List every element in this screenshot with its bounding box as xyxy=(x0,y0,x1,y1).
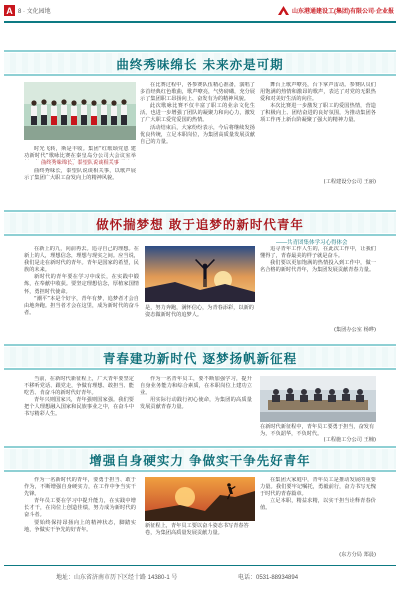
section1-middle-column xyxy=(140,82,255,185)
team-meeting-photo xyxy=(260,376,376,422)
section3-middle-column xyxy=(140,376,252,432)
paragraph: 舞台上歌声嘹亮，台下掌声雷动。参赛队员们用饱满的热情和激昂的歌声，表达了对党的无限热爱和对美好生活的向往。 xyxy=(260,82,376,103)
paragraph: 当前，在新时代新征程上，广大青年要坚定不移听党话、跟党走，争做有理想、敢担当、能吃苦、肯奋斗的新时代好青年。 xyxy=(24,376,134,397)
section2-banner xyxy=(4,210,396,236)
section3-left-column xyxy=(24,376,134,432)
section4-banner xyxy=(4,446,396,472)
section2-photo-caption: 是，努力奔跑，满怀信心，为青春添彩，以新的姿态做新时代的追梦人。 xyxy=(145,305,254,318)
section4-photo-caption: 新征程上，青年员工要以奋斗姿态书写青春答卷，为集团高质量发展贡献力量。 xyxy=(145,523,249,536)
paragraph: 新时代的青年要在学习中成长，在实践中锻炼，在奉献中收获。要坚定理想信念，厚植家国情怀，勇担时代使命。 xyxy=(24,274,139,295)
paragraph: 作为一名新时代的青年，要勇于担当、敢于作为，不断增强自身硬实力，在工作中争当实干先锋。 xyxy=(24,477,136,498)
section-tag xyxy=(4,5,51,16)
paragraph: 在新上的九，向前再去。追寻自己的理想。在新上的人，理想信念，理想与现实之间。应当说，我们是走在新时代的青年。青年是国家的希望，民族的未来。 xyxy=(24,246,139,274)
paragraph: 此次歌咏比赛不仅丰富了职工的业余文化生活，也进一步增强了团队的凝聚力和向心力，激发了广大职工爱党爱国的热情。 xyxy=(140,103,255,124)
paragraph: 活动结束后，大家纷纷表示，今后将继续发扬优良传统，立足本职岗位，为集团高质量发展贡献自己的力量。 xyxy=(140,124,255,145)
footer-address: 地址：山东省济南市历下区经十路 14380-1 号 xyxy=(56,575,178,581)
paper-masthead xyxy=(278,6,394,15)
page-footer xyxy=(0,569,400,583)
paragraph: 立足本职，精益求精，以实干担当诠释青春价值。 xyxy=(260,498,376,512)
section3-photo-caption: 在新时代新征程中，青年员工要勇于担当，奋发有为，不负韶华，不负时代。 xyxy=(260,424,375,437)
section-name: 8 · 文化园地 xyxy=(18,9,51,15)
sunset-silhouette-photo xyxy=(145,246,255,302)
footer-divider xyxy=(4,565,396,566)
header-divider xyxy=(4,21,396,23)
paragraph: 用实际行动践行初心使命，为集团的高质量发展贡献青春力量。 xyxy=(140,397,252,411)
section4-credit: (东方分局 郑晨) xyxy=(339,552,376,558)
section2-title: 做怀揣梦想 敢于追梦的新时代青年 xyxy=(96,217,304,232)
section1-left-column xyxy=(24,146,136,160)
paragraph: 作为一名青年员工，要不断加强学习，提升自身业务能力和综合素质，在本职岗位上建功立业。 xyxy=(140,376,252,397)
paragraph: 我们要以更加饱满的热情投入到工作中，做一名合格的新时代青年，为集团发展贡献青春力量。 xyxy=(260,260,376,274)
page-letter-badge: A xyxy=(4,5,15,16)
paragraph: 本次比赛进一步激发了职工的爱国热情，营造了积极向上、团结奋进的良好氛围，为推动集团各项工作再上新台阶凝聚了强大的精神力量。 xyxy=(260,103,376,124)
section1-photo-caption: 曲终秀味绵长，泰望队说谈相关事 xyxy=(41,160,119,166)
section1-title: 曲终秀味绵长 未来亦是可期 xyxy=(116,57,284,72)
section3-banner xyxy=(4,344,396,370)
section4-left-column xyxy=(24,477,136,559)
section2-left-column xyxy=(24,246,139,326)
paragraph: 要始终保持昂扬向上的精神状态，脚踏实地，争做实干争先的好青年。 xyxy=(24,519,136,533)
section1-right-column xyxy=(260,82,376,177)
paragraph: 在比赛过程中，各参赛队伍精心准备，演唱了多首经典红色歌曲，歌声嘹亮，气势磅礴，充分展示了集团职工昂扬向上、奋发有为的精神风貌。 xyxy=(140,82,255,103)
paragraph: “潮平”本是个好字，青年有梦，追梦者才会自由地奔跑。担当者才会在这里，成为新时代的奋斗者。 xyxy=(24,295,139,316)
section1-credit: (工程建设分公司 王丽) xyxy=(323,179,376,185)
section2-subtitle: ——共青团集体学习心得体会 xyxy=(276,240,348,246)
section1-left-column-2 xyxy=(24,168,136,184)
footer-phone: 电话：0531-88934894 xyxy=(238,575,299,581)
paragraph: 时光飞转，斯是丰收。集团“红歌颂党恩 建功新时代”歌咏比赛在秦皇岛分公司大会议室举 xyxy=(24,146,136,160)
mountain-climber-photo xyxy=(145,477,255,521)
section4-title: 增强自身硬实力 争做实干争先好青年 xyxy=(89,453,311,468)
section3-title: 青春建功新时代 逐梦扬帆新征程 xyxy=(102,351,298,366)
section3-credit: (工程施工分公司 王楠) xyxy=(323,437,376,443)
section2-right-column xyxy=(260,246,376,324)
company-logo-icon xyxy=(278,6,289,15)
paragraph: 青年兴则国家兴，青年强则国家强。我们要把个人理想融入国家和民族事业之中，在奋斗中书写精彩人生。 xyxy=(24,397,134,418)
section4-right-column xyxy=(260,477,376,547)
paragraph: 曲终秀味长，泰望队说谈相关事，以歌声展示了集团广大职工奋发向上的精神风貌。 xyxy=(24,168,136,182)
paragraph: 追寻青年工作人生的，在此次工作中，让我们懂得了，青春最美的样子就是奋斗。 xyxy=(260,246,376,260)
paragraph: 在集团大家庭中，青年员工是推动发展的重要力量。我们要牢记嘱托，勇毅前行，奋力书写无愧于时代的青春篇章。 xyxy=(260,477,376,498)
paragraph: 青年员工要在学习中提升能力，在实践中增长才干，在岗位上创造佳绩，努力成为新时代的奋斗者。 xyxy=(24,498,136,519)
section2-credit: (集团办公室 杨晔) xyxy=(333,327,376,333)
paper-name: 山东港通建设工(集团)有限公司·企业报 xyxy=(292,9,394,15)
page-header xyxy=(0,0,400,22)
section1-banner xyxy=(4,50,396,76)
group-photo xyxy=(24,82,136,140)
